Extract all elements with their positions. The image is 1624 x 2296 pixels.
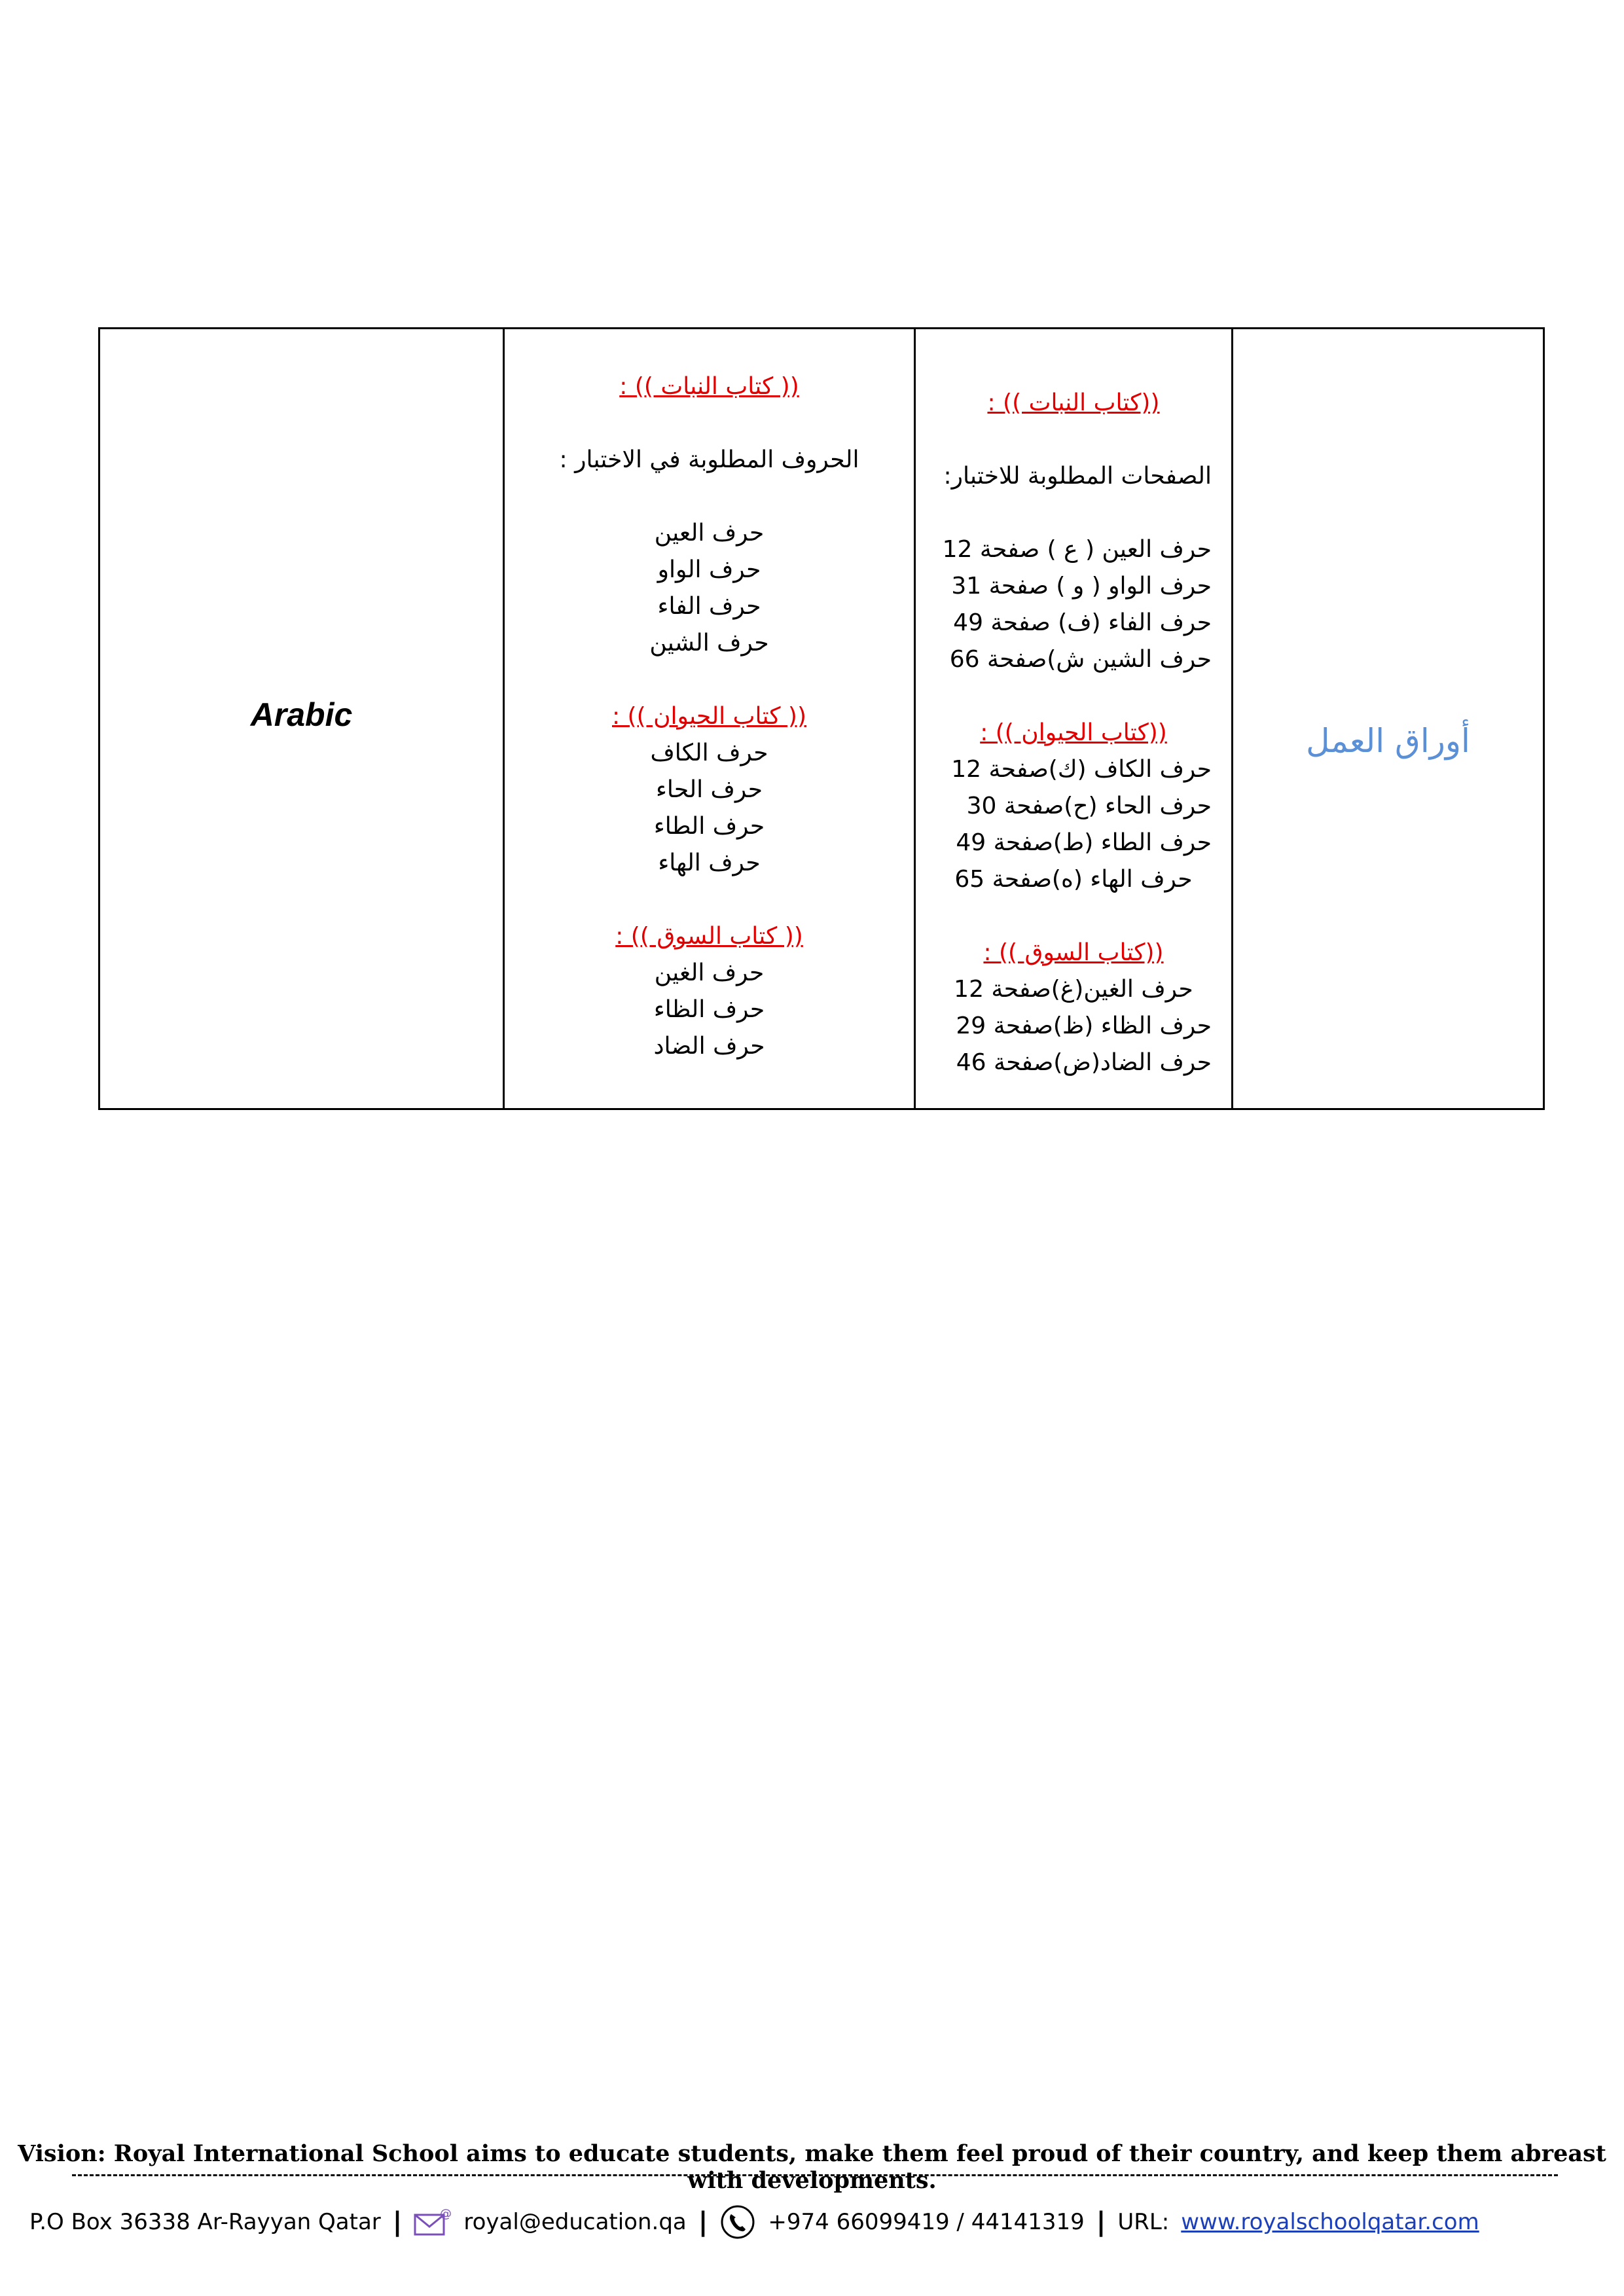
list-item: حرف الظاء xyxy=(653,996,765,1023)
list-item: حرف الضاد xyxy=(653,1033,765,1060)
subject-cell xyxy=(99,329,504,1109)
pages-intro: الصفحات المطلوبة للاختبار: xyxy=(943,463,1212,490)
list-item: حرف الطاء (ط)صفحة 49 xyxy=(956,829,1212,856)
worksheets-cell xyxy=(1233,329,1544,1109)
separator: | xyxy=(392,2207,403,2237)
list-item: حرف الشين xyxy=(649,630,769,656)
contact-bar xyxy=(29,2199,1479,2245)
pages-list xyxy=(916,385,1231,1081)
table-row xyxy=(99,329,1544,1109)
list-item: حرف العين xyxy=(654,520,765,547)
list-item: حرف الشين ش)صفحة 66 xyxy=(949,646,1212,673)
list-item: حرف الفاء xyxy=(657,593,761,620)
list-item: حرف الواو xyxy=(657,556,761,583)
list-item: حرف الضاد(ض)صفحة 46 xyxy=(956,1049,1212,1076)
separator: | xyxy=(1096,2207,1106,2237)
book-heading: ((كتاب الحيوان )) : xyxy=(980,719,1167,746)
list-item: حرف الكاف (ك)صفحة 12 xyxy=(951,756,1212,783)
list-item: حرف الغين xyxy=(654,960,765,986)
separator: | xyxy=(698,2207,708,2237)
subject-name: Arabic xyxy=(250,696,353,733)
book-heading: (( كتاب السوق )) : xyxy=(615,923,803,950)
address: P.O Box 36338 Ar-Rayyan Qatar xyxy=(29,2209,381,2235)
email-address[interactable]: royal@education.qa xyxy=(463,2209,687,2235)
list-item: حرف الكاف xyxy=(650,740,768,766)
list-item: حرف الغين(غ)صفحة 12 xyxy=(954,976,1193,1003)
pages-cell xyxy=(915,329,1233,1109)
svg-text:@: @ xyxy=(440,2207,452,2221)
book-heading: (( كتاب النبات )) : xyxy=(619,373,799,400)
list-item: حرف العين ( ع ) صفحة 12 xyxy=(942,536,1212,563)
list-item: حرف الهاء (ه)صفحة 65 xyxy=(954,866,1193,893)
list-item: حرف الحاء (ح)صفحة 30 xyxy=(966,793,1212,819)
phone-icon xyxy=(719,2204,756,2240)
worksheets-label: أوراق العمل xyxy=(1306,722,1470,760)
list-item: حرف الظاء (ظ)صفحة 29 xyxy=(956,1013,1212,1039)
vision-statement: Vision: Royal International School aims to educate students, make them feel proud of their country, and keep them abreast with developments. xyxy=(18,2140,1606,2194)
list-item: حرف الحاء xyxy=(656,776,763,803)
list-item: حرف الفاء (ف) صفحة 49 xyxy=(953,609,1212,636)
website-link[interactable]: www.royalschoolqatar.com xyxy=(1181,2209,1479,2235)
book-heading: ((كتاب السوق )) : xyxy=(983,939,1164,966)
list-item: حرف الطاء xyxy=(653,813,765,840)
syllabus-table xyxy=(98,327,1545,1110)
email-icon xyxy=(414,2207,452,2237)
book-heading: ((كتاب النبات )) : xyxy=(987,389,1160,416)
phone-number: +974 66099419 / 44141319 xyxy=(768,2209,1085,2235)
book-heading: (( كتاب الحيوان )) : xyxy=(611,703,807,730)
url-label: URL: xyxy=(1117,2209,1170,2235)
footer-divider xyxy=(72,2174,1558,2176)
list-item: حرف الهاء xyxy=(658,850,761,876)
letters-intro: الحروف المطلوبة في الاختبار : xyxy=(559,446,859,473)
list-item: حرف الواو ( و ) صفحة 31 xyxy=(951,573,1212,600)
letters-list xyxy=(505,368,914,1065)
letters-cell xyxy=(504,329,915,1109)
